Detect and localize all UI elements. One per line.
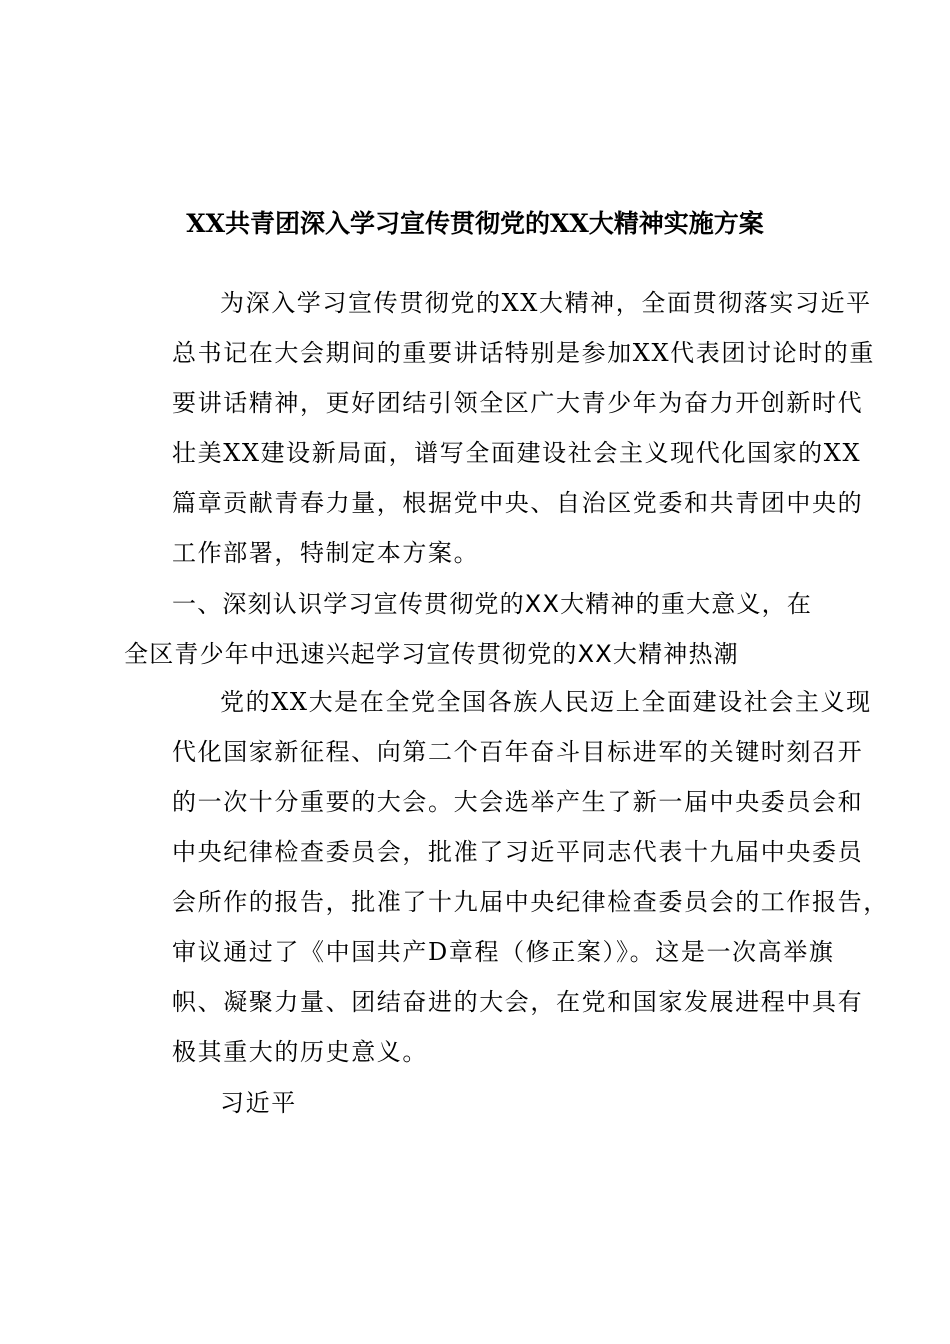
paragraph-line: 篇章贡献青春力量，根据党中央、自治区党委和共青团中央的	[172, 489, 864, 517]
paragraph-line: 党的XX大是在全党全国各族人民迈上全面建设社会主义现	[220, 688, 872, 716]
heading-line: 全区青少年中迅速兴起学习宣传贯彻党的XX大精神热潮	[124, 640, 739, 668]
paragraph-line: 为深入学习宣传贯彻党的XX大精神，全面贯彻落实习近平	[220, 289, 872, 317]
paragraph-line: 总书记在大会期间的重要讲话特别是参加XX代表团讨论时的重	[172, 339, 875, 367]
paragraph-line: 帜、凝聚力量、团结奋进的大会，在党和国家发展进程中具有	[172, 988, 864, 1016]
paragraph-line: 要讲话精神，更好团结引领全区广大青少年为奋力开创新时代	[172, 389, 864, 417]
paragraph-line: 代化国家新征程、向第二个百年奋斗目标进军的关键时刻召开	[172, 738, 864, 766]
document-title: XX共青团深入学习宣传贯彻党的XX大精神实施方案	[186, 209, 764, 238]
paragraph-line: 审议通过了《中国共产D章程（修正案）》。这是一次高举旗	[172, 938, 835, 966]
paragraph-line: 工作部署，特制定本方案。	[172, 539, 480, 567]
section-heading	[124, 579, 834, 679]
body-paragraph	[124, 677, 889, 1077]
paragraph-line: 的一次十分重要的大会。大会选举产生了新一届中央委员会和	[172, 788, 864, 816]
paragraph-line: 会所作的报告，批准了十九届中央纪律检查委员会的工作报告，	[172, 888, 889, 916]
paragraph-line: 极其重大的历史意义。	[172, 1038, 428, 1066]
signature-line	[124, 1078, 830, 1128]
signature-text: 习近平	[220, 1089, 297, 1117]
intro-paragraph	[124, 278, 875, 578]
paragraph-line: 壮美XX建设新局面，谱写全面建设社会主义现代化国家的XX	[172, 439, 862, 467]
heading-line: 一、深刻认识学习宣传贯彻党的XX大精神的重大意义，在	[172, 590, 813, 618]
paragraph-line: 中央纪律检查委员会，批准了习近平同志代表十九届中央委员	[172, 838, 864, 866]
